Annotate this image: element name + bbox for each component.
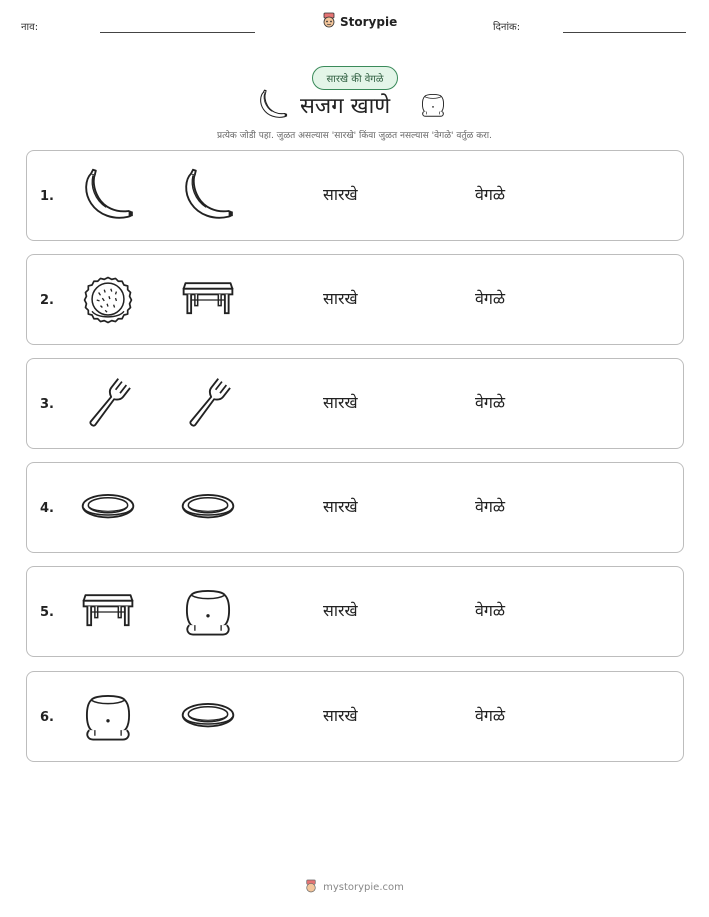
belly-icon bbox=[77, 687, 139, 747]
instructions: प्रत्येक जोडी पहा. जुळत असल्यास 'सारखे' किंवा जुळत नसल्यास 'वेगळे' वर्तुळ करा. bbox=[216, 131, 492, 141]
page-title: सजग खाणे bbox=[300, 94, 391, 119]
plate-icon bbox=[177, 687, 239, 747]
plate-icon bbox=[177, 478, 239, 538]
different-option[interactable]: वेगळे bbox=[475, 289, 506, 308]
question-card bbox=[26, 566, 684, 657]
name-line[interactable] bbox=[100, 32, 255, 33]
fork-icon bbox=[77, 374, 139, 434]
question-number: 5. bbox=[40, 605, 54, 620]
different-option[interactable]: वेगळे bbox=[475, 497, 506, 516]
same-option[interactable]: सारखे bbox=[323, 706, 358, 725]
belly-icon bbox=[177, 582, 239, 642]
question-number: 1. bbox=[40, 189, 54, 204]
question-number: 4. bbox=[40, 501, 54, 516]
question-card bbox=[26, 358, 684, 449]
name-label: नाव: bbox=[21, 22, 39, 33]
question-card bbox=[26, 671, 684, 762]
date-label: दिनांक: bbox=[493, 22, 521, 33]
storypie-mascot-icon bbox=[322, 12, 336, 32]
storypie-logo bbox=[322, 12, 397, 32]
same-option[interactable]: सारखे bbox=[323, 185, 358, 204]
same-option[interactable]: सारखे bbox=[323, 289, 358, 308]
different-option[interactable]: वेगळे bbox=[475, 185, 506, 204]
different-option[interactable]: वेगळे bbox=[475, 706, 506, 725]
question-card bbox=[26, 462, 684, 553]
different-option[interactable]: वेगळे bbox=[475, 601, 506, 620]
different-option[interactable]: वेगळे bbox=[475, 393, 506, 412]
footer bbox=[0, 879, 709, 896]
question-number: 3. bbox=[40, 397, 54, 412]
same-option[interactable]: सारखे bbox=[323, 601, 358, 620]
logo-text: Storypie bbox=[340, 15, 398, 29]
table-icon bbox=[77, 582, 139, 642]
banana-icon bbox=[256, 88, 290, 122]
plate-icon bbox=[77, 478, 139, 538]
same-option[interactable]: सारखे bbox=[323, 393, 358, 412]
question-number: 2. bbox=[40, 293, 54, 308]
table-icon bbox=[177, 270, 239, 330]
question-card bbox=[26, 150, 684, 241]
footer-url: mystorypie.com bbox=[323, 882, 404, 893]
banana-icon bbox=[77, 166, 139, 226]
fork-icon bbox=[177, 374, 239, 434]
banana-icon bbox=[177, 166, 239, 226]
same-option[interactable]: सारखे bbox=[323, 497, 358, 516]
storypie-mascot-icon bbox=[305, 879, 317, 896]
belly-icon bbox=[418, 88, 448, 122]
date-line[interactable] bbox=[563, 32, 686, 33]
question-card bbox=[26, 254, 684, 345]
worksheet-type-badge: सारखे की वेगळे bbox=[312, 66, 398, 90]
pie-icon bbox=[77, 270, 139, 330]
title-row bbox=[0, 88, 709, 124]
question-number: 6. bbox=[40, 710, 54, 725]
